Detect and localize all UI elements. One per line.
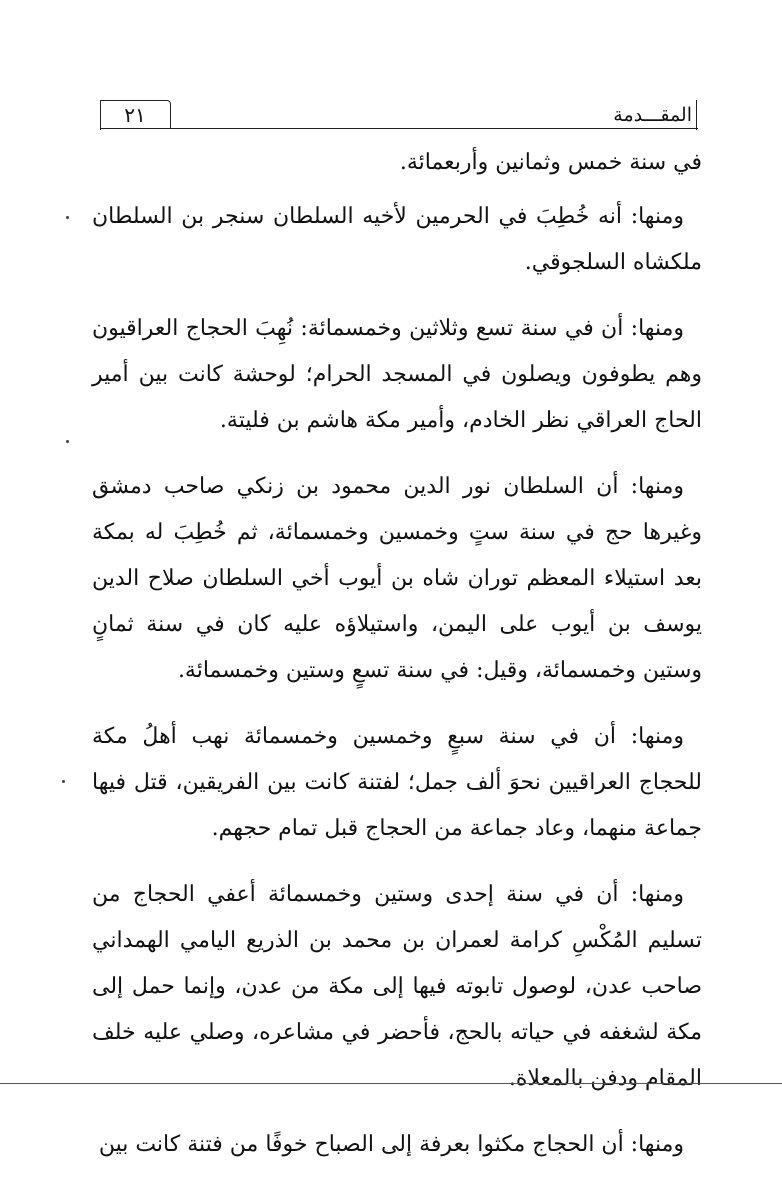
paragraph: ومنها: أن في سنة تسع وثلاثين وخمسمائة: نُهِبَ الحجاج العراقيون وهم يطوفون ويصلون في المسجد الحرام؛ لوحشة كانت بين أمير الحاج العراقي نظر الخادم، وأمير مكة هاشم بن فليتة.	[92, 316, 702, 433]
paragraph: ومنها: أن السلطان نور الدين محمود بن زنكي صاحب دمشق وغيرها حج في سنة ستٍ وخمسين وخمسمائة، ثم خُطِبَ له بمكة بعد استيلاء المعظم توران شاه بن أيوب أخي السلطان صلاح الدين يوسف بن أيوب على اليمن، واستيلاؤه عليه كان في سنة ثمانٍ وستين وخمسمائة، وقيل: في سنة تسعٍ وستين وخمسمائة.	[92, 474, 702, 683]
paragraph: ومنها: أن في سنة إحدى وستين وخمسمائة أعفي الحجاج من تسليم المُكْسِ كرامة لعمران بن محمد بن الذريع اليامي الهمداني صاحب عدن، لوصول تابوته فيها إلى مكة من عدن، وإنما حمل إلى مكة لشغفه في حياته بالحج، فأحضر في مشاعره، وصلي عليه خلف المقام ودفن بالمعلاة.	[92, 882, 702, 1091]
paragraph: ومنها: أنه خُطِبَ في الحرمين لأخيه السلطان سنجر بن السلطان ملكشاه السلجوقي.	[92, 204, 702, 275]
scan-speck	[62, 780, 65, 783]
page-number-box	[100, 100, 171, 129]
bottom-rule	[0, 1083, 782, 1084]
page-number: ٢١	[124, 103, 146, 127]
header-rule	[100, 128, 698, 129]
paragraph: في سنة خمس وثمانين وأربعمائة.	[399, 150, 702, 175]
running-head: المقـــدمة	[613, 104, 692, 126]
paragraph: ومنها: أن الحجاج مكثوا بعرفة إلى الصباح خوفًا من فتنة كانت بين	[98, 1132, 684, 1157]
paragraph: ومنها: أن في سنة سبعٍ وخمسين وخمسمائة نهب أهلُ مكة للحجاج العراقيين نحوَ ألف جمل؛ لفتنة كانت بين الفريقين، قتل فيها جماعة منهما، وعاد جماعة من الحجاج قبل تمام حجهم.	[92, 724, 702, 841]
header-right-tick	[696, 100, 697, 130]
scan-speck	[66, 216, 69, 219]
scan-speck	[66, 440, 69, 443]
body-text	[92, 140, 702, 1188]
